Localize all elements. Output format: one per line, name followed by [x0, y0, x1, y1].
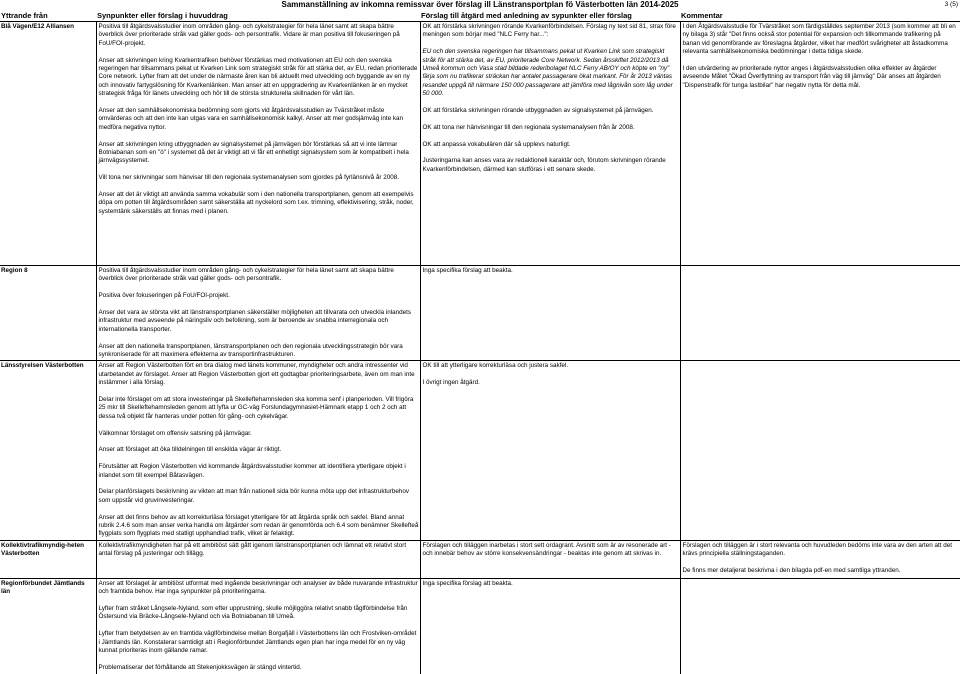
paragraph: Förslagen och tilläggen inarbetas i stort sett ordagrant. Avsnitt som är av resonerade art - och innebär behov av större konsekvensändringar - beaktas inte genom att skrivas in. — [423, 542, 679, 559]
paragraph: Inga specifika förslag att beakta. — [423, 580, 679, 588]
paragraph: Anser att det finns behov av att korrekturläsa förslaget ytterligare för att åtgärda språk och sakfel. Bland annat rubrik 2.4.6 som man anser verka handla om åtgärder som redan är genomförda och 6.4 som benämner Skellefteå flygplats som flygplats med statligt upphandlad trafik, vilket är felaktigt. — [99, 514, 419, 539]
paragraph: Anser att förslaget att öka tilldelningen till enskilda vägar är riktigt. — [99, 446, 419, 454]
paragraph: Lyfter fram betydelsen av en framtida väglförbindelse mellan Borgafjäll i Västerbottens län och Frostviken-området i Jämtlands län. Konstaterar samtidigt att i Regionförbundet Jämtlands egen plan har inga medel för en ny väg kunnat prioriteras inom gällande ramar. — [99, 630, 419, 655]
paragraph: Anser att det är viktigt att använda samma vokabulär som i den nationella transportplanen, genom att exempelvis döpa om potten till åtgärdsområden samt säkerställa att nyckelord som t.ex. trimning, effektivisering, stråk, noder, systemtänk säkerställs att finnas med i planen. — [99, 191, 419, 216]
cell-synpunkter — [96, 22, 420, 266]
paragraph: Lyfter fram stråket Långsele-Nyland, som efter upprustning, skulle möjliggöra relativt snabb tåglförbindelse från Östersund via Bräcke-Långsele-Nyland och via Botniabanan till Umeå. — [99, 605, 419, 622]
document-title: Sammanställning av inkomna remissvar över förslag ill Länstransportplan fö Västerbotten län 2014-2025 — [0, 0, 960, 9]
paragraph: Anser att skrivningen kring utbyggnaden av signalsystemet på järnvägen bör förstärkas så att vi inte lämnar Botniabanan som en "ö" i systemet då det är viktigt att vi får ett enhetligt signalsystem som är kompatibelt i hela järnvägssystemet. — [99, 141, 419, 166]
paragraph: Inga specifika förslag att beakta. — [423, 267, 679, 275]
cell-kommentar — [680, 22, 960, 266]
cell-kommentar — [680, 578, 960, 674]
cell-kommentar — [680, 540, 960, 578]
remissvar-table — [0, 11, 960, 674]
cell-synpunkter — [96, 266, 420, 361]
paragraph: OK att förstärka skrivningen rörande utbyggnaden av signalsystemet på järnvägen. — [423, 107, 679, 115]
paragraph: Anser att skrivningen kring Kvarkentrafiken behöver förstärkas med motivationen att EU och den svenska regeringen har tillsammans pekat ut Kvarken Link som strategiskt stråk för att stärka det, av EU, redan prioriterade Core network. Lyfter fram att det under de närmaste åren kan bli aktuellt med utveckling och byggande av en ny och innovativ fartygslösning för Kvarkenlänken. Man anser att en uppgradering av Kvarkenlänken är en mycket strategisk fråga för länets utveckling och hör till de största strukturella skillnaden för vårt län. — [99, 57, 419, 99]
cell-atgard — [420, 266, 680, 361]
paragraph: Justeringarna kan anses vara av redaktionell karaktär och, förutom skrivningen rörande Kvarkenförbindelsen, därmed kan slutföras i ett senare skede. — [423, 157, 679, 174]
cell-atgard — [420, 540, 680, 578]
paragraph: I övrigt ingen åtgärd. — [423, 379, 679, 387]
cell-kommentar — [680, 266, 960, 361]
column-header-yttrande: Yttrande från — [0, 11, 96, 22]
table-row — [0, 361, 960, 540]
paragraph: Positiva till åtgärdsvalsstudier inom områden gång- och cykelstrategier för hela länet samt att skapa bättre överblick över prioriterade stråk vad gäller gods- och persontrafik. Vidare är man positiva till fokuseringen på FoU/FOI-projekt. — [99, 23, 419, 48]
cell-atgard — [420, 578, 680, 674]
paragraph: Förslagen och tilläggen är i stort relevanta och huvudleden bedöms inte vara av den arten att det krävs principiella ställningstaganden. — [683, 542, 960, 559]
paragraph: Positiva till åtgärdsvalsstudier inom områden gång- och cykelstrategier för hela länet samt att skapa bättre överblick över prioriterade stråk vad gäller gods- och persontrafik. — [99, 267, 419, 284]
cell-kommentar — [680, 361, 960, 540]
cell-atgard — [420, 22, 680, 266]
paragraph: Positiva över fokuseringen på FoU/FOI-projekt. — [99, 292, 419, 300]
column-header-kommentar: Kommentar — [680, 11, 960, 22]
paragraph: De finns mer detaljerat beskrivna i den bilagda pdf-en med samtliga yttranden. — [683, 567, 960, 575]
cell-yttrande-fran: Blå Vägen/E12 Alliansen — [0, 22, 96, 266]
paragraph: Välkomnar förslaget om offensiv satsning på järnvägar. — [99, 430, 419, 438]
cell-yttrande-fran: Kollektivtrafikmyndig-heten Västerbotten — [0, 540, 96, 578]
table-row — [0, 266, 960, 361]
page-number: 3 (5) — [945, 0, 958, 9]
paragraph: OK att tona ner hänvisningar till den regionala systemanalysen från år 2008. — [423, 124, 679, 132]
column-header-atgard: Förslag till åtgärd med anledning av sypunkter eller förslag — [420, 11, 680, 22]
paragraph: Anser det vara av största vikt att länstransportplanen säkerställer möjligheten att tillvarata och utveckla inlandets infrastruktur med avseende på näringsliv och befolkning, som är beroende av snabba interregionala och internationella transporter. — [99, 309, 419, 334]
paragraph: OK till att ytterligare korrekturläsa och justera sakfel. — [423, 362, 679, 370]
paragraph: Anser att den nationella transportplanen, länstransportplanen och den regionala utvecklingsstrategin bör vara synkroniserade för att maximera effekterna av transportinfrastrukturen. — [99, 343, 419, 360]
cell-yttrande-fran: Regionförbundet Jämtlands län — [0, 578, 96, 674]
table-row — [0, 540, 960, 578]
cell-synpunkter — [96, 361, 420, 540]
paragraph: Vill tona ner skrivningar som hänvisar till den regionala systemanalysen som gjordes på fyrlänsnivå år 2008. — [99, 174, 419, 182]
paragraph: OK att anpassa vokabulären där så upplevs naturligt. — [423, 141, 679, 149]
table-row — [0, 22, 960, 266]
paragraph: I den Åtgärdsvalsstudie för Tvärstråket som färdigställdes september 2013 (som kommer att bli en ny bilaga 3) står "Det finns också stor potential för expansion och tillkommande trafikering på banan vid genomförande av föreslagna åtgärder, vilket har medfört svårigheter att åstadkomma relevanta samhällsekonomiska bedömningar i detta tidiga skede. — [683, 23, 960, 57]
paragraph: Anser att förslaget är ambitiöst utformat med ingående beskrivningar och analyser av både nuvarande infrastruktur och framtida behov. Har inga synpunkter på prioriteringarna. — [99, 580, 419, 597]
paragraph: Anser att Region Västerbotten fört en bra dialog med länets kommuner, myndigheter och andra intressenter vid utarbetandet av förslaget. Anser att Region Västerbotten gjort ett godtagbar prioriteringsarbete, även om man inte instämmer i alla förslag. — [99, 362, 419, 387]
cell-atgard — [420, 361, 680, 540]
paragraph: I den utvärdering av prioriterade nyttor anges i åtgärdsvalsstudien olika effekter av åtgärder avseende Målet "Ökad Överflyttning av transport från väg till järnväg" Där anses att åtgärden "Dispenstrafik för tunga lastbilar" har negativ nytta för detta mål. — [683, 65, 960, 90]
paragraph: OK att förstärka skrivningen rörande Kvarkenförbindelsen. Förslag ny text sid 81, strax före meningen som börjar med "NLC Ferry har...": — [423, 23, 679, 40]
paragraph: Kollektivtrafikmyndigheten har på ett ambitiöst sätt gått igenom länstransportplanen och lämnat ett relativt stort antal förslag på justeringar och tillägg. — [99, 542, 419, 559]
cell-synpunkter — [96, 578, 420, 674]
cell-yttrande-fran: Länsstyrelsen Västerbotten — [0, 361, 96, 540]
table-body — [0, 22, 960, 674]
cell-yttrande-fran: Region 8 — [0, 266, 96, 361]
paragraph: Delar planförslagets beskrivning av vikten att man från nationell sida bör kunna möta upp det infrastrukturbehov som uppstår vid gruvinvesteringar. — [99, 488, 419, 505]
paragraph: Problematiserar det förhållande att Stekenjokksvägen är stängd vintertid. — [99, 664, 419, 672]
table-header-row — [0, 11, 960, 22]
paragraph: Anser att den samhällsekonomiska bedömning som gjorts vid åtgärdsvalsstudien av Tvärstråket måste omvärderas och att den inte kan utgas vara en samhällsekonomisk kalkyl. Anser att mer godsjämväg inte kan medföra negativa nyttor. — [99, 107, 419, 132]
paragraph: EU och den svenska regeringen har tillsammans pekat ut Kvarken Link som strategiskt stråk för att stärka det, av EU, prioriterade Core Network. Sedan årsskiftet 2012/2013 då Umeå kommun och Vasa stad bildade rederibolaget NLC Ferry AB/OY och köpte en "ny" färja som nu trafikerar sträckan har antalet passagerare ökat markant. För år 2013 väntas resandet uppgå till närmare 150 000 passagerare att jämföra med lågnivån som låg under 50 000. — [423, 48, 679, 98]
table-row — [0, 578, 960, 674]
column-header-synpunkter: Synpunkter eller förslag i huvuddrag — [96, 11, 420, 22]
paragraph: Förutsätter att Region Västerbotten vid kommande åtgärdsvalsstudier kommer att identifiera ytterligare objekt i inlandet som till exempel Båtasvägen. — [99, 463, 419, 480]
paragraph: Delar inte förslaget om att stora investeringar på Skelleftehamnsleden ska komma senf i planperioden. Vill frigöra 25 mkr till Skelleftehamnsleden genom att lyfta ur GC-väg Forslundagymnasiet-Hämnark etapp 1 och 2 och att dessa två objekt får hanteras under potten för gång- och cykelvägar. — [99, 396, 419, 421]
cell-synpunkter — [96, 540, 420, 578]
